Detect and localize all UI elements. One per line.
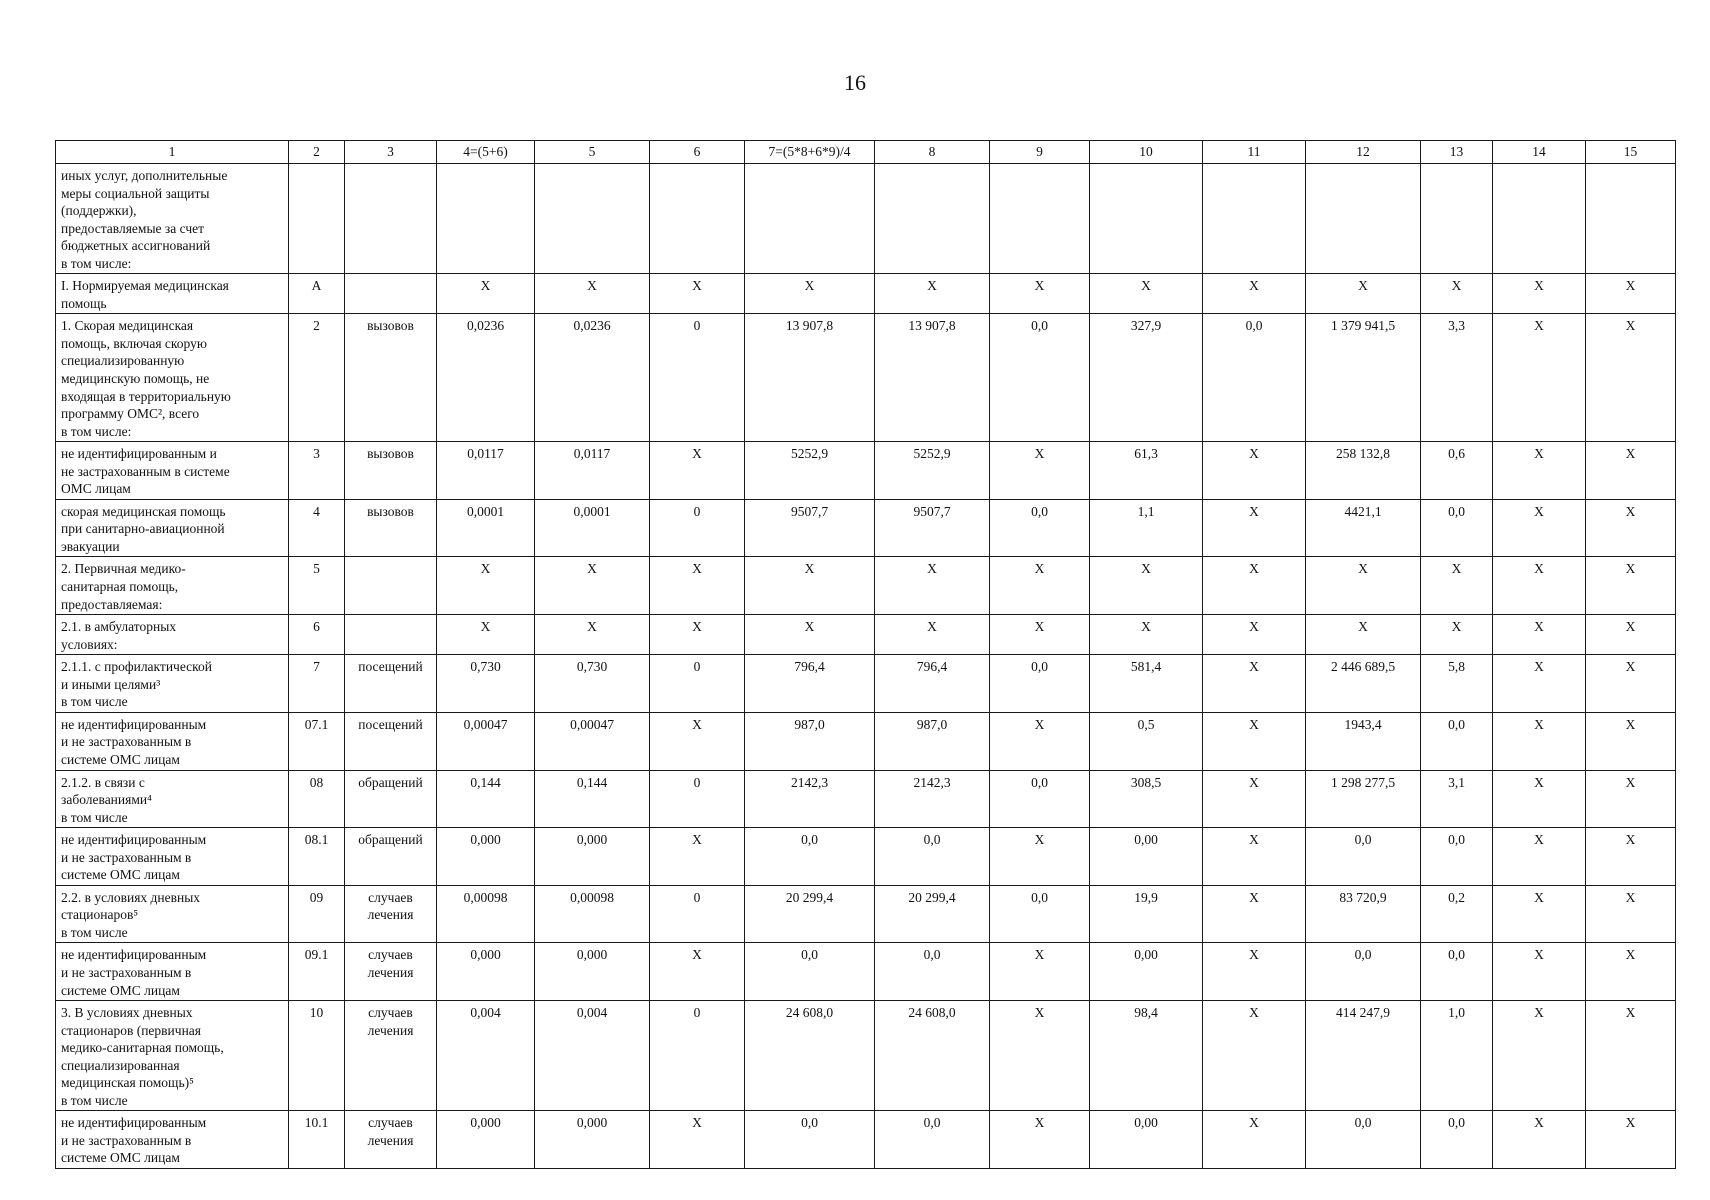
row-name-cell: 2.2. в условиях дневных стационаров⁵ в том числе — [56, 885, 289, 943]
table-cell: Х — [990, 943, 1090, 1001]
table-cell: 0,00 — [1090, 828, 1203, 886]
table-cell: Х — [1586, 499, 1676, 557]
table-cell: А — [289, 274, 345, 314]
table-cell: Х — [990, 712, 1090, 770]
table-row — [56, 1001, 1676, 1111]
table-cell: 0,0 — [1421, 943, 1493, 1001]
table-cell: Х — [1203, 615, 1306, 655]
column-header: 10 — [1090, 141, 1203, 164]
table-cell: Х — [1421, 615, 1493, 655]
row-name-cell: скорая медицинская помощь при санитарно-авиационной эвакуации — [56, 499, 289, 557]
table-cell: 2 446 689,5 — [1306, 655, 1421, 713]
table-cell: Х — [650, 828, 745, 886]
table-cell: 0,5 — [1090, 712, 1203, 770]
table-cell: Х — [1203, 557, 1306, 615]
table-cell: 2142,3 — [745, 770, 875, 828]
table-cell: Х — [1493, 615, 1586, 655]
table-cell: 0,0 — [1421, 1111, 1493, 1169]
table-cell: 0,0001 — [535, 499, 650, 557]
table-cell: Х — [535, 274, 650, 314]
table-cell: 20 299,4 — [875, 885, 990, 943]
table-cell: 0,0 — [1203, 314, 1306, 442]
table-header — [56, 141, 1676, 164]
table-cell: Х — [990, 274, 1090, 314]
table-row — [56, 615, 1676, 655]
table-cell: 1 298 277,5 — [1306, 770, 1421, 828]
table-cell: Х — [650, 1111, 745, 1169]
table-cell: 98,4 — [1090, 1001, 1203, 1111]
table-cell: 0,0 — [990, 499, 1090, 557]
table-cell: 0,004 — [437, 1001, 535, 1111]
column-header: 3 — [345, 141, 437, 164]
table-cell: 0,000 — [535, 943, 650, 1001]
table-cell: 0,0 — [990, 655, 1090, 713]
table-cell: Х — [1586, 770, 1676, 828]
row-name-cell: 2.1.2. в связи с заболеваниями⁴ в том числе — [56, 770, 289, 828]
table-cell: 0 — [650, 770, 745, 828]
table-cell: Х — [1493, 442, 1586, 500]
table-cell: Х — [1493, 712, 1586, 770]
table-cell: Х — [1493, 655, 1586, 713]
table-cell: Х — [1203, 943, 1306, 1001]
row-name-cell: 3. В условиях дневных стационаров (первичная медико-санитарная помощь, специализированная медицинская помощь)⁵ в том числе — [56, 1001, 289, 1111]
table-cell: 9507,7 — [875, 499, 990, 557]
table-cell: Х — [745, 615, 875, 655]
table-cell: 0,0 — [990, 770, 1090, 828]
table-cell: 0,0 — [1306, 1111, 1421, 1169]
table-row — [56, 557, 1676, 615]
table-cell: 0,0 — [1306, 828, 1421, 886]
column-header: 2 — [289, 141, 345, 164]
table-cell: Х — [1493, 770, 1586, 828]
table-cell: 0,0117 — [437, 442, 535, 500]
table-cell: Х — [650, 442, 745, 500]
table-cell: Х — [1493, 1001, 1586, 1111]
table-cell: вызовов — [345, 499, 437, 557]
table-cell: 1 379 941,5 — [1306, 314, 1421, 442]
table-cell: 0,0 — [745, 943, 875, 1001]
table-cell: 796,4 — [875, 655, 990, 713]
table-cell: 0,0 — [875, 943, 990, 1001]
table-cell: 08.1 — [289, 828, 345, 886]
table-cell: 0,144 — [535, 770, 650, 828]
table-cell: 414 247,9 — [1306, 1001, 1421, 1111]
table-cell — [990, 164, 1090, 274]
table-cell: Х — [1586, 712, 1676, 770]
table-cell: 258 132,8 — [1306, 442, 1421, 500]
table-cell: 0,0 — [1421, 499, 1493, 557]
table-cell — [875, 164, 990, 274]
table-cell: 0 — [650, 499, 745, 557]
table-cell — [1203, 164, 1306, 274]
table-cell — [1421, 164, 1493, 274]
table-cell: 0,0 — [875, 828, 990, 886]
table-cell — [650, 164, 745, 274]
table-cell: Х — [1203, 655, 1306, 713]
column-header: 13 — [1421, 141, 1493, 164]
table-cell: 09.1 — [289, 943, 345, 1001]
table-cell: 4421,1 — [1306, 499, 1421, 557]
table-cell: 581,4 — [1090, 655, 1203, 713]
table-cell: 3 — [289, 442, 345, 500]
column-header: 14 — [1493, 141, 1586, 164]
header-row — [56, 141, 1676, 164]
row-name-cell: не идентифицированным и не застрахованным в системе ОМС лицам — [56, 442, 289, 500]
table-cell — [345, 274, 437, 314]
table-row — [56, 885, 1676, 943]
row-name-cell: 2.1.1. с профилактической и иными целями³ в том числе — [56, 655, 289, 713]
table-row — [56, 499, 1676, 557]
table-cell: Х — [990, 1111, 1090, 1169]
table-cell: Х — [1493, 885, 1586, 943]
table-cell: 7 — [289, 655, 345, 713]
table-cell: случаев лечения — [345, 885, 437, 943]
table-cell: 0,000 — [535, 828, 650, 886]
table-cell: Х — [1203, 1111, 1306, 1169]
table-cell — [1493, 164, 1586, 274]
table-cell: 0,000 — [437, 828, 535, 886]
table-cell: Х — [1090, 557, 1203, 615]
table-cell: Х — [1586, 1111, 1676, 1169]
row-name-cell: иных услуг, дополнительные меры социальной защиты (поддержки), предоставляемые за счет бюджетных ассигнований в том числе: — [56, 164, 289, 274]
table-cell — [1090, 164, 1203, 274]
table-cell: 10.1 — [289, 1111, 345, 1169]
table-cell: случаев лечения — [345, 943, 437, 1001]
table-body — [56, 164, 1676, 1169]
table-cell: 0,00098 — [437, 885, 535, 943]
table-cell: 0 — [650, 314, 745, 442]
table-cell: 0,6 — [1421, 442, 1493, 500]
table-cell: обращений — [345, 770, 437, 828]
table-cell: 5,8 — [1421, 655, 1493, 713]
table-cell: Х — [1203, 770, 1306, 828]
table-cell: Х — [1586, 828, 1676, 886]
table-cell: Х — [437, 615, 535, 655]
row-name-cell: не идентифицированным и не застрахованным в системе ОМС лицам — [56, 828, 289, 886]
table-row — [56, 712, 1676, 770]
table-cell — [535, 164, 650, 274]
column-header: 15 — [1586, 141, 1676, 164]
table-cell: 0,0 — [1421, 828, 1493, 886]
table-cell: Х — [1586, 655, 1676, 713]
table-cell: Х — [650, 557, 745, 615]
table-cell: Х — [1586, 557, 1676, 615]
table-cell: 0,0236 — [437, 314, 535, 442]
table-row — [56, 442, 1676, 500]
table-cell: 0,0 — [875, 1111, 990, 1169]
table-cell: 0,0001 — [437, 499, 535, 557]
table-cell: 08 — [289, 770, 345, 828]
row-name-cell: I. Нормируемая медицинская помощь — [56, 274, 289, 314]
column-header: 7=(5*8+6*9)/4 — [745, 141, 875, 164]
table-cell: Х — [437, 274, 535, 314]
table-cell: Х — [1493, 274, 1586, 314]
table-cell: Х — [1493, 557, 1586, 615]
table-cell: Х — [650, 712, 745, 770]
table-cell: 0 — [650, 1001, 745, 1111]
table-cell: Х — [650, 615, 745, 655]
table-cell: 1,1 — [1090, 499, 1203, 557]
table-row — [56, 655, 1676, 713]
row-name-cell: не идентифицированным и не застрахованным в системе ОМС лицам — [56, 712, 289, 770]
table-cell — [345, 557, 437, 615]
table-cell: случаев лечения — [345, 1001, 437, 1111]
table-cell — [437, 164, 535, 274]
table-cell: 0,0 — [745, 828, 875, 886]
table-cell: 5252,9 — [875, 442, 990, 500]
row-name-cell: 2. Первичная медико- санитарная помощь, предоставляемая: — [56, 557, 289, 615]
table-cell: Х — [535, 557, 650, 615]
table-row — [56, 1111, 1676, 1169]
table-cell: Х — [1203, 442, 1306, 500]
table-cell: 987,0 — [745, 712, 875, 770]
table-cell: Х — [1586, 885, 1676, 943]
table-row — [56, 164, 1676, 274]
row-name-cell: 1. Скорая медицинская помощь, включая скорую специализированную медицинскую помощь, не входящая в территориальную программу ОМС², всего в том числе: — [56, 314, 289, 442]
table-cell: 0 — [650, 655, 745, 713]
table-cell: 5 — [289, 557, 345, 615]
table-cell: Х — [1306, 274, 1421, 314]
table-cell: 09 — [289, 885, 345, 943]
table-cell: 0,0 — [745, 1111, 875, 1169]
table-cell: 0,0236 — [535, 314, 650, 442]
table-cell: 796,4 — [745, 655, 875, 713]
table-cell: Х — [875, 274, 990, 314]
table-cell — [289, 164, 345, 274]
table-cell: 61,3 — [1090, 442, 1203, 500]
table-cell: Х — [1306, 557, 1421, 615]
table-cell — [745, 164, 875, 274]
table-cell: 83 720,9 — [1306, 885, 1421, 943]
table-cell: Х — [1493, 943, 1586, 1001]
column-header: 4=(5+6) — [437, 141, 535, 164]
table-cell: 5252,9 — [745, 442, 875, 500]
column-header: 8 — [875, 141, 990, 164]
table-cell: Х — [1203, 885, 1306, 943]
table-cell: Х — [990, 557, 1090, 615]
table-cell: Х — [875, 557, 990, 615]
table-cell: 0,00 — [1090, 943, 1203, 1001]
table-cell: Х — [1493, 314, 1586, 442]
table-cell: 10 — [289, 1001, 345, 1111]
table-cell: 07.1 — [289, 712, 345, 770]
table-cell: 0,2 — [1421, 885, 1493, 943]
table-cell: 1943,4 — [1306, 712, 1421, 770]
table-cell: 0,730 — [535, 655, 650, 713]
table-cell: 0 — [650, 885, 745, 943]
table-cell: Х — [990, 442, 1090, 500]
row-name-cell: 2.1. в амбулаторных условиях: — [56, 615, 289, 655]
report-table — [55, 140, 1676, 1169]
table-cell: Х — [1203, 274, 1306, 314]
table-cell: Х — [1493, 499, 1586, 557]
table-cell: 2 — [289, 314, 345, 442]
table-row — [56, 828, 1676, 886]
table-cell: 0,0 — [1306, 943, 1421, 1001]
table-cell: 1,0 — [1421, 1001, 1493, 1111]
table-row — [56, 314, 1676, 442]
table-cell: 327,9 — [1090, 314, 1203, 442]
table-cell: 4 — [289, 499, 345, 557]
table-cell: Х — [1421, 274, 1493, 314]
table-cell: 0,144 — [437, 770, 535, 828]
table-row — [56, 274, 1676, 314]
table-cell: Х — [437, 557, 535, 615]
table-cell: 0,000 — [437, 943, 535, 1001]
table-cell: Х — [875, 615, 990, 655]
table-cell — [1586, 164, 1676, 274]
table-cell: Х — [745, 557, 875, 615]
table-cell: Х — [1586, 442, 1676, 500]
table-cell: 20 299,4 — [745, 885, 875, 943]
table-cell: Х — [1306, 615, 1421, 655]
table-cell: 0,0 — [1421, 712, 1493, 770]
table-cell: 24 608,0 — [745, 1001, 875, 1111]
table-cell: 0,0 — [990, 314, 1090, 442]
table-cell: Х — [1203, 828, 1306, 886]
table-cell: вызовов — [345, 442, 437, 500]
table-cell: вызовов — [345, 314, 437, 442]
page-number: 16 — [844, 70, 866, 95]
table-row — [56, 943, 1676, 1001]
table-cell: Х — [1586, 274, 1676, 314]
table-cell: Х — [1203, 1001, 1306, 1111]
table-cell: Х — [1421, 557, 1493, 615]
table-cell — [345, 615, 437, 655]
column-header: 9 — [990, 141, 1090, 164]
table-cell: Х — [1586, 314, 1676, 442]
table-cell: посещений — [345, 655, 437, 713]
table-cell: Х — [990, 828, 1090, 886]
table-cell: Х — [1493, 828, 1586, 886]
table-cell: посещений — [345, 712, 437, 770]
table-cell: Х — [1586, 943, 1676, 1001]
table-cell: обращений — [345, 828, 437, 886]
table-cell: Х — [1203, 499, 1306, 557]
table-cell: 0,000 — [437, 1111, 535, 1169]
row-name-cell: не идентифицированным и не застрахованным в системе ОМС лицам — [56, 943, 289, 1001]
table-cell: 24 608,0 — [875, 1001, 990, 1111]
table-cell: Х — [745, 274, 875, 314]
table-cell: Х — [650, 943, 745, 1001]
table-cell: 0,0117 — [535, 442, 650, 500]
table-cell: Х — [535, 615, 650, 655]
column-header: 12 — [1306, 141, 1421, 164]
table-cell — [345, 164, 437, 274]
table-cell — [1306, 164, 1421, 274]
table-cell: Х — [1586, 1001, 1676, 1111]
table-cell: Х — [650, 274, 745, 314]
table-cell: 0,00 — [1090, 1111, 1203, 1169]
table-cell: Х — [1493, 1111, 1586, 1169]
table-cell: 0,0 — [990, 885, 1090, 943]
table-cell: 2142,3 — [875, 770, 990, 828]
table-cell: Х — [1203, 712, 1306, 770]
column-header: 11 — [1203, 141, 1306, 164]
table-cell: Х — [1090, 615, 1203, 655]
table-cell: 0,00098 — [535, 885, 650, 943]
table-cell: 308,5 — [1090, 770, 1203, 828]
table-cell: 3,1 — [1421, 770, 1493, 828]
table-cell: 0,00047 — [535, 712, 650, 770]
table-cell: 0,004 — [535, 1001, 650, 1111]
table-cell: случаев лечения — [345, 1111, 437, 1169]
table-row — [56, 770, 1676, 828]
table-cell: 6 — [289, 615, 345, 655]
column-header: 6 — [650, 141, 745, 164]
table-cell: Х — [990, 615, 1090, 655]
column-header: 5 — [535, 141, 650, 164]
table-cell: 0,000 — [535, 1111, 650, 1169]
table-cell: Х — [990, 1001, 1090, 1111]
column-header: 1 — [56, 141, 289, 164]
table-cell: 19,9 — [1090, 885, 1203, 943]
table-cell: 13 907,8 — [745, 314, 875, 442]
table-cell: 9507,7 — [745, 499, 875, 557]
row-name-cell: не идентифицированным и не застрахованным в системе ОМС лицам — [56, 1111, 289, 1169]
table-cell: Х — [1586, 615, 1676, 655]
table-cell: 0,730 — [437, 655, 535, 713]
table-cell: 0,00047 — [437, 712, 535, 770]
table-cell: 13 907,8 — [875, 314, 990, 442]
table-cell: 3,3 — [1421, 314, 1493, 442]
table-cell: 987,0 — [875, 712, 990, 770]
table-cell: Х — [1090, 274, 1203, 314]
